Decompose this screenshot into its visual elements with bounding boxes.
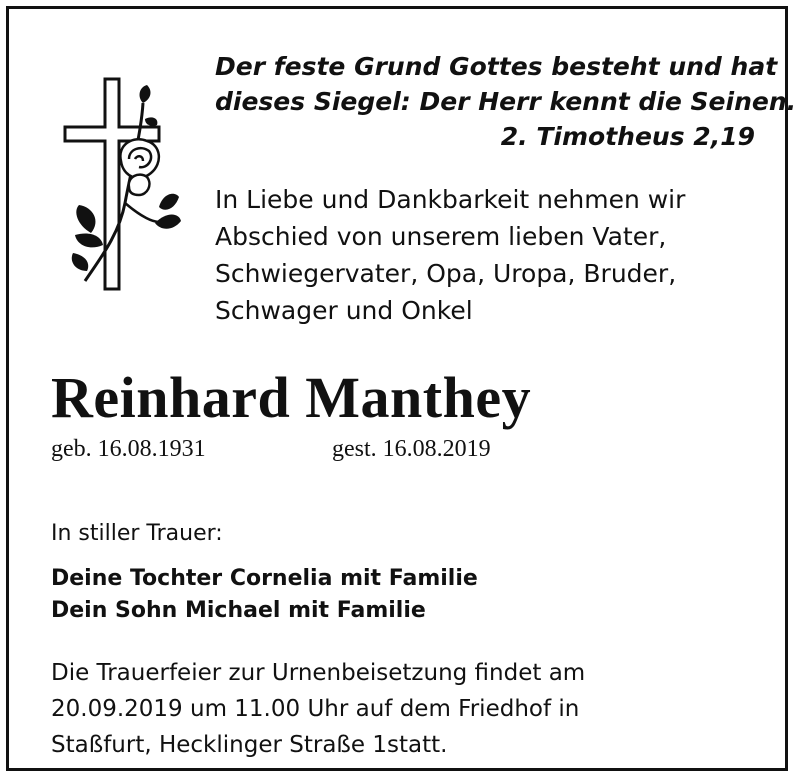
bible-verse bbox=[215, 49, 797, 154]
ceremony-line: Staßfurt, Hecklinger Straße 1statt. bbox=[51, 732, 448, 758]
obituary-notice bbox=[6, 6, 797, 771]
farewell-line: Schwager und Onkel bbox=[215, 296, 473, 325]
mourner-line: Deine Tochter Cornelia mit Familie bbox=[51, 566, 478, 591]
birth-date: geb. 16.08.1931 bbox=[51, 436, 206, 462]
verse-line-1: Der feste Grund Gottes besteht und hat bbox=[215, 52, 778, 81]
farewell-text bbox=[215, 181, 775, 329]
mourners-list bbox=[51, 563, 478, 627]
mourner-line: Dein Sohn Michael mit Familie bbox=[51, 598, 426, 623]
ceremony-info bbox=[51, 655, 771, 763]
ceremony-line: 20.09.2019 um 11.00 Uhr auf dem Friedhof in bbox=[51, 696, 580, 722]
cross-with-rose-icon bbox=[59, 75, 187, 293]
verse-line-2: dieses Siegel: Der Herr kennt die Seinen. bbox=[215, 87, 797, 116]
farewell-line: Abschied von unserem lieben Vater, bbox=[215, 222, 667, 251]
death-date: gest. 16.08.2019 bbox=[332, 436, 491, 462]
mourning-heading: In stiller Trauer: bbox=[51, 521, 223, 546]
ceremony-line: Die Trauerfeier zur Urnenbeisetzung findet am bbox=[51, 660, 586, 686]
verse-reference: 2. Timotheus 2,19 bbox=[500, 122, 755, 151]
deceased-name: Reinhard Manthey bbox=[51, 365, 532, 430]
farewell-line: Schwiegervater, Opa, Uropa, Bruder, bbox=[215, 259, 677, 288]
farewell-line: In Liebe und Dankbarkeit nehmen wir bbox=[215, 185, 686, 214]
